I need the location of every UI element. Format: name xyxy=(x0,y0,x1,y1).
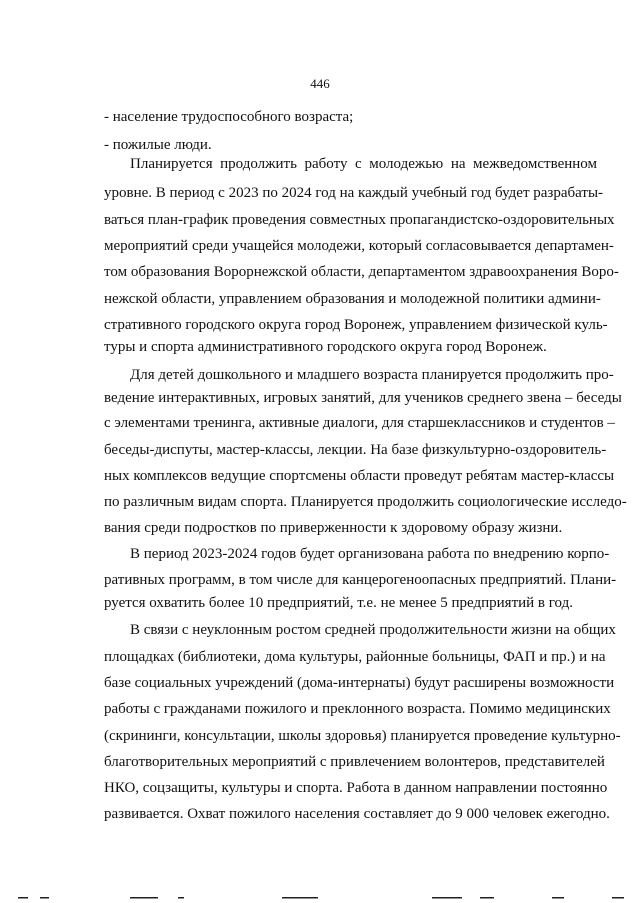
paragraph-line: вания среди подростков по приверженности к здоровому образу жизни. xyxy=(104,520,563,536)
paragraph-line: В связи с неуклонным ростом средней продолжительности жизни на общих xyxy=(130,622,616,638)
paragraph-line: (скрининги, консультации, школы здоровья) планируется проведение культурно- xyxy=(104,728,621,744)
paragraph-line: В период 2023-2024 годов будет организована работа по внедрению корпо- xyxy=(130,546,610,562)
paragraph-line: развивается. Охват пожилого населения составляет до 9 000 человек ежегодно. xyxy=(104,806,610,822)
paragraph-line: том образования Ворорнежской области, департаментом здравоохранения Воро- xyxy=(104,264,619,280)
paragraph-line: работы с гражданами пожилого и преклонного возраста. Помимо медицинских xyxy=(104,701,611,717)
paragraph-line: ных комплексов ведущие спортсмены области проведут ребятам мастер-классы xyxy=(104,468,615,484)
paragraph-line: беседы-диспуты, мастер-классы, лекции. На базе физкультурно-оздоровитель- xyxy=(104,442,607,458)
paragraph-line: стративного городского округа город Воронеж, управлением физической куль- xyxy=(104,317,608,333)
paragraph-line: ративных программ, в том числе для канцерогеноопасных предприятий. Плани- xyxy=(104,572,617,588)
paragraph-line: туры и спорта административного городского округа город Воронеж. xyxy=(104,339,547,355)
page-number: 446 xyxy=(310,76,330,91)
paragraph-line: Планируется продолжить работу с молодежью на межведомственном xyxy=(130,156,597,172)
paragraph-line: площадках (библиотеки, дома культуры, районные больницы, ФАП и пр.) и на xyxy=(104,649,606,665)
paragraph-line: мероприятий среди учащейся молодежи, который согласовывается департамен- xyxy=(104,238,614,254)
paragraph-line: благотворительных мероприятий с привлечением волонтеров, представителей xyxy=(104,754,605,770)
list-item: - население трудоспособного возраста; xyxy=(104,109,354,125)
scan-edge-marks xyxy=(0,888,640,903)
paragraph-line: ведение интерактивных, игровых занятий, для учеников среднего звена – беседы xyxy=(104,390,622,406)
paragraph-line: НКО, соцзащиты, культуры и спорта. Работа в данном направлении постоянно xyxy=(104,780,608,796)
paragraph-line: руется охватить более 10 предприятий, т.е. не менее 5 предприятий в год. xyxy=(104,595,573,611)
paragraph-line: с элементами тренинга, активные диалоги, для старшеклассников и студентов – xyxy=(104,415,615,431)
paragraph-line: базе социальных учреждений (дома-интернаты) будут расширены возможности xyxy=(104,675,615,691)
list-item: - пожилые люди. xyxy=(104,137,212,153)
paragraph-line: уровне. В период с 2023 по 2024 год на каждый учебный год будет разрабаты- xyxy=(104,185,604,201)
paragraph-line: по различным видам спорта. Планируется продолжить социологические исследо- xyxy=(104,494,627,510)
paragraph-line: ваться план-график проведения совместных пропагандистско-оздоровительных xyxy=(104,212,615,228)
paragraph-line: Для детей дошкольного и младшего возраста планируется продолжить про- xyxy=(130,367,614,383)
paragraph-line: нежской области, управлением образования и молодежной политики админи- xyxy=(104,291,601,307)
